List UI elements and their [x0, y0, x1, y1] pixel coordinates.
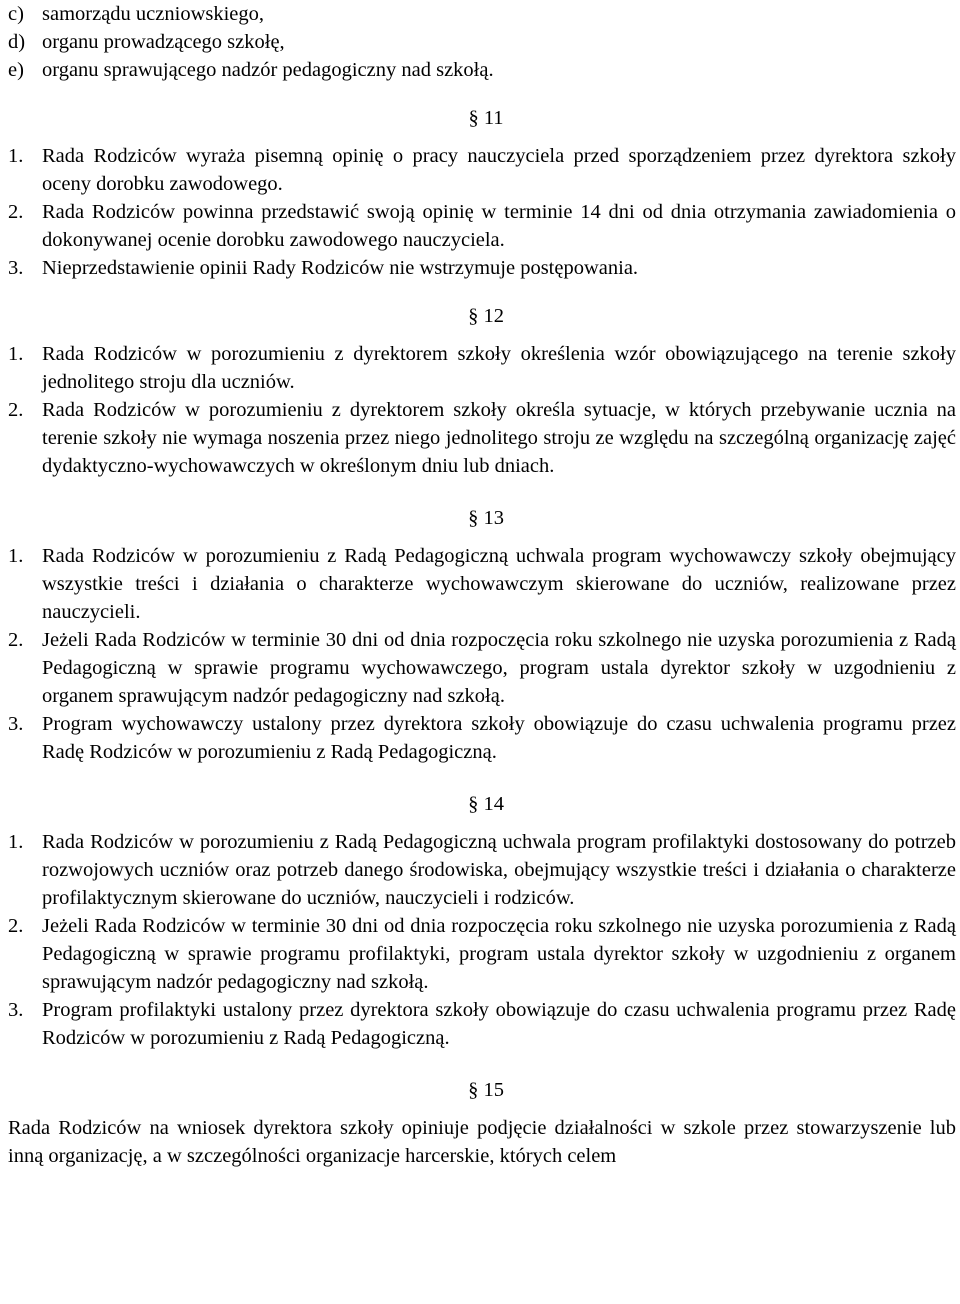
- list-marker: c): [8, 3, 24, 25]
- section-11-list: [8, 142, 956, 282]
- item-number: 2.: [8, 915, 24, 937]
- lettered-list: [8, 0, 956, 84]
- list-item: [8, 56, 956, 84]
- list-item: [8, 828, 956, 912]
- item-number: 2.: [8, 629, 24, 651]
- list-item: [8, 542, 956, 626]
- item-text: Rada Rodziców powinna przedstawić swoją opinię w terminie 14 dni od dnia otrzymania zawiadomienia o dokonywanej ocenie dorobku zawodowego nauczyciela.: [42, 201, 956, 251]
- item-number: 1.: [8, 831, 24, 853]
- section-heading-13: § 13: [468, 507, 504, 529]
- list-marker: d): [8, 31, 26, 53]
- section-13-list: [8, 542, 956, 766]
- list-item-text: organu prowadzącego szkołę,: [42, 31, 285, 53]
- item-number: 2.: [8, 201, 24, 223]
- item-text: Jeżeli Rada Rodziców w terminie 30 dni od dnia rozpoczęcia roku szkolnego nie uzyska porozumienia z Radą Pedagogiczną w sprawie programu wychowawczego, program ustala dyrektor szkoły w uzgodnieniu z organem sprawującym nadzór pedagogiczny nad szkołą.: [42, 629, 956, 707]
- item-text: Nieprzedstawienie opinii Rady Rodziców nie wstrzymuje postępowania.: [42, 257, 639, 279]
- section-heading-15: § 15: [468, 1079, 504, 1101]
- list-item: [8, 996, 956, 1052]
- list-item: [8, 142, 956, 198]
- item-text: Rada Rodziców w porozumieniu z Radą Pedagogiczną uchwala program wychowawczy szkoły obejmujący wszystkie treści i działania o charakterze wychowawczym skierowane do uczniów, realizowane przez nauczycieli.: [42, 545, 956, 623]
- list-item: [8, 626, 956, 710]
- list-item: [8, 254, 956, 282]
- document-page: [8, 0, 956, 1170]
- item-text: Rada Rodziców wyraża pisemną opinię o pracy nauczyciela przed sporządzeniem przez dyrektora szkoły oceny dorobku zawodowego.: [42, 145, 956, 195]
- item-text: Rada Rodziców w porozumieniu z Radą Pedagogiczną uchwala program profilaktyki dostosowany do potrzeb rozwojowych uczniów oraz potrzeb danego środowiska, obejmujący wszystkie treści i działania o charakterze profilaktycznym skierowane do uczniów, nauczycieli i rodziców.: [42, 831, 956, 909]
- section-12-list: [8, 340, 956, 480]
- item-number: 3.: [8, 999, 24, 1021]
- item-text: Rada Rodziców w porozumieniu z dyrektorem szkoły określenia wzór obowiązującego na terenie szkoły jednolitego stroju dla uczniów.: [42, 343, 956, 393]
- list-item: [8, 396, 956, 480]
- section-15-paragraph: Rada Rodziców na wniosek dyrektora szkoły opiniuje podjęcie działalności w szkole przez stowarzyszenie lub inną organizację, a w szczególności organizacje harcerskie, których celem: [8, 1117, 956, 1167]
- list-item: [8, 912, 956, 996]
- item-text: Program wychowawczy ustalony przez dyrektora szkoły obowiązuje do czasu uchwalenia programu przez Radę Rodziców w porozumieniu z Radą Pedagogiczną.: [42, 713, 956, 763]
- item-number: 2.: [8, 399, 24, 421]
- item-text: Rada Rodziców w porozumieniu z dyrektorem szkoły określa sytuacje, w których przebywanie ucznia na terenie szkoły nie wymaga noszenia przez niego jednolitego stroju ze względu na szczególną organizację zajęć dydaktyczno-wychowawczych w określonym dniu lub dniach.: [42, 399, 956, 477]
- list-item: [8, 340, 956, 396]
- section-heading-14: § 14: [468, 793, 504, 815]
- list-item: [8, 198, 956, 254]
- list-item: [8, 28, 956, 56]
- section-heading-12: § 12: [468, 305, 504, 327]
- item-text: Jeżeli Rada Rodziców w terminie 30 dni od dnia rozpoczęcia roku szkolnego nie uzyska porozumienia z Radą Pedagogiczną w sprawie programu profilaktyki, program ustala dyrektor szkoły w uzgodnieniu z organem sprawującym nadzór pedagogiczny nad szkołą.: [42, 915, 956, 993]
- item-number: 1.: [8, 343, 24, 365]
- section-heading-11: § 11: [468, 107, 504, 129]
- section-14-list: [8, 828, 956, 1052]
- list-item-text: organu sprawującego nadzór pedagogiczny nad szkołą.: [42, 59, 494, 81]
- list-item: [8, 0, 956, 28]
- item-text: Program profilaktyki ustalony przez dyrektora szkoły obowiązuje do czasu uchwalenia programu przez Radę Rodziców w porozumieniu z Radą Pedagogiczną.: [42, 999, 956, 1049]
- item-number: 1.: [8, 545, 24, 567]
- item-number: 3.: [8, 257, 24, 279]
- list-item: [8, 710, 956, 766]
- list-marker: e): [8, 59, 24, 81]
- item-number: 3.: [8, 713, 24, 735]
- list-item-text: samorządu uczniowskiego,: [42, 3, 265, 25]
- item-number: 1.: [8, 145, 24, 167]
